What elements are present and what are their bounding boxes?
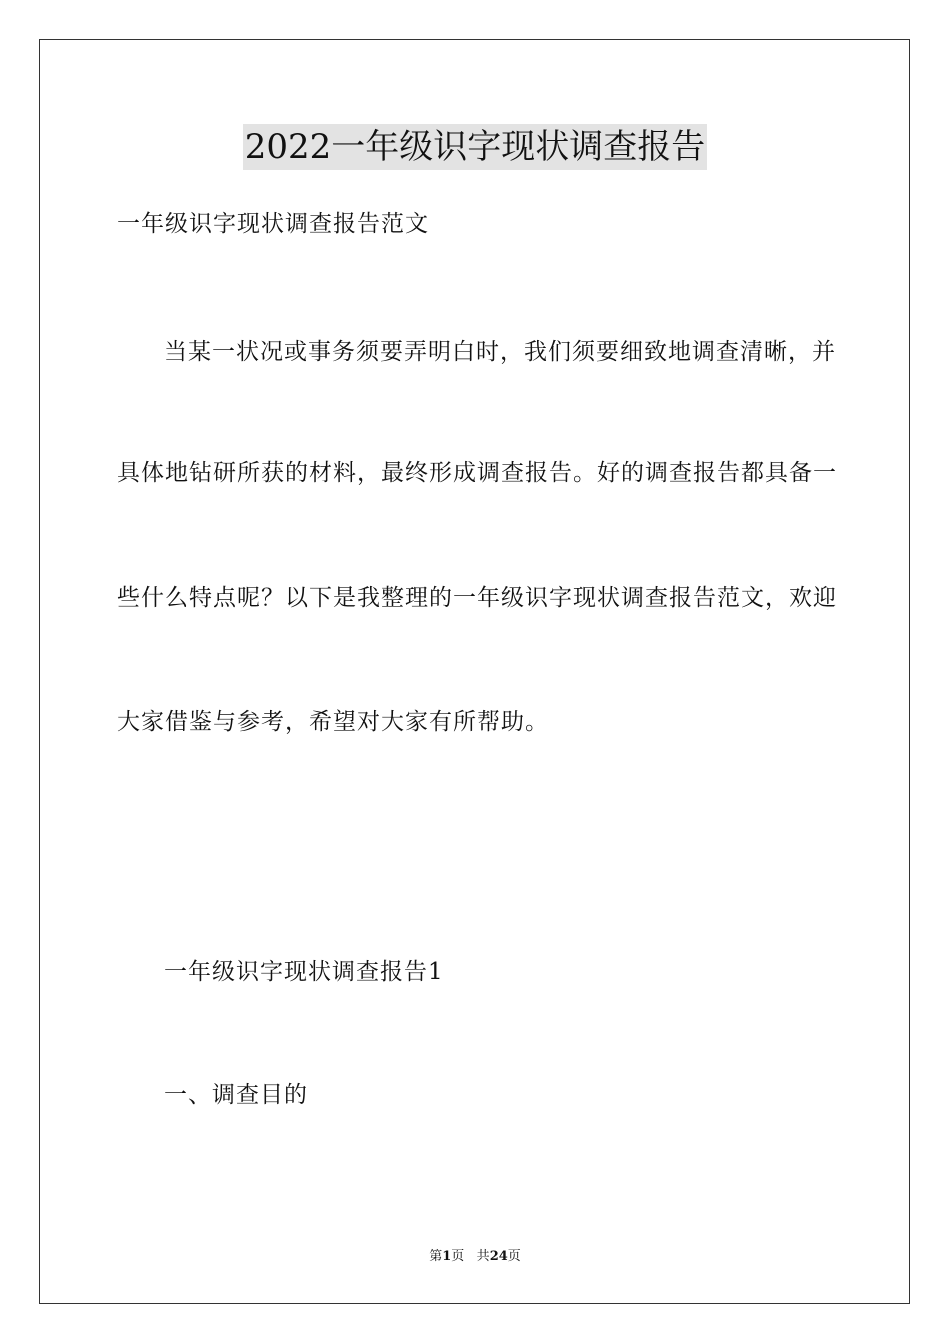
footer-page-suffix: 页	[451, 1249, 465, 1264]
footer-total-pages: 24	[489, 1249, 508, 1264]
footer-page-prefix: 第	[429, 1249, 443, 1264]
paragraph-line: 具体地钻研所获的材料，最终形成调查报告。好的调查报告都具备一	[117, 460, 837, 486]
footer-total-prefix: 共	[476, 1249, 490, 1264]
title-container	[0, 124, 950, 170]
section-heading: 一年级识字现状调查报告1	[164, 959, 444, 985]
footer-total-suffix: 页	[507, 1249, 521, 1264]
footer-page-number: 1	[442, 1249, 452, 1264]
subsection-heading: 一、调查目的	[164, 1082, 308, 1108]
paragraph-line: 大家借鉴与参考，希望对大家有所帮助。	[117, 709, 549, 735]
paragraph-line: 些什么特点呢？以下是我整理的一年级识字现状调查报告范文，欢迎	[117, 585, 837, 611]
paragraph-line: 当某一状况或事务须要弄明白时，我们须要细致地调查清晰，并	[164, 339, 836, 365]
document-subtitle: 一年级识字现状调查报告范文	[117, 211, 429, 237]
page-footer	[0, 1248, 950, 1266]
document-title: 2022一年级识字现状调查报告	[243, 124, 708, 170]
